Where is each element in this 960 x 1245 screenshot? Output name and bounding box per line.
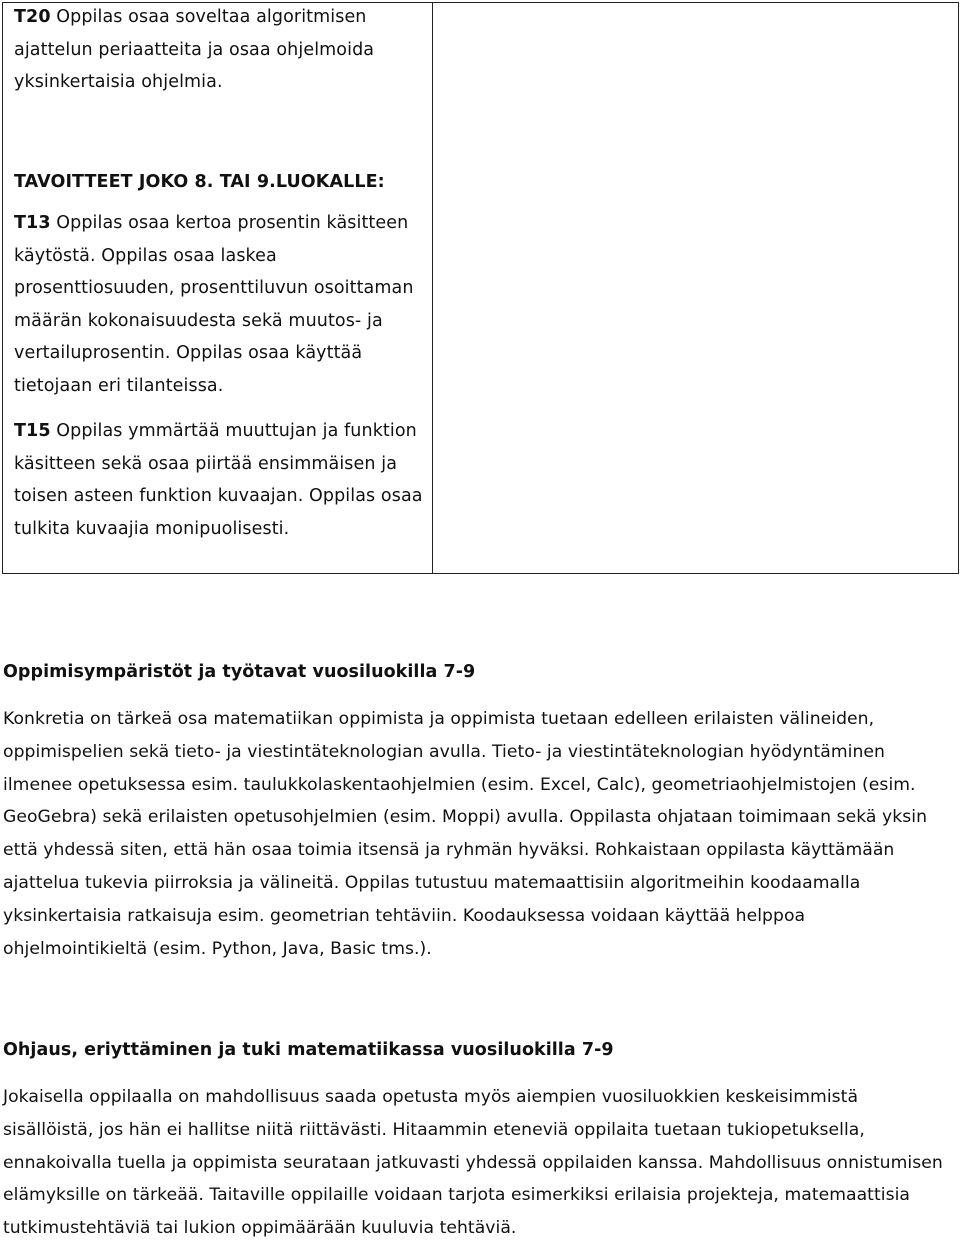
goal-t15 (14, 415, 426, 545)
goal-text: Oppilas ymmärtää muuttujan ja funktion käsitteen sekä osaa piirtää ensimmäisen ja toisen asteen funktion kuvaajan. Oppilas osaa tulkita kuvaajia monipuolisesti. (14, 421, 423, 539)
goals-table (2, 2, 959, 574)
section-guidance-support (3, 1034, 953, 1245)
goal-code: T15 (14, 421, 51, 441)
section-heading: Ohjaus, eriyttäminen ja tuki matematiikassa vuosiluokilla 7-9 (3, 1040, 614, 1060)
section-heading: Oppimisympäristöt ja työtavat vuosiluokilla 7-9 (3, 662, 476, 682)
goal-code: T13 (14, 213, 51, 233)
section-body: Konkretia on tärkeä osa matematiikan oppimista ja oppimista tuetaan edelleen erilaisten välineiden, oppimispelien sekä tieto- ja viestintäteknologian avulla. Tieto- ja viestintäteknologian hyödyntäminen ilmenee opetuksessa esim. taulukkolaskentaohjelmien (esim. Excel, Calc), geometriaohjelmistojen (esim. GeoGebra) sekä erilaisten opetusohjelmien (esim. Moppi) avulla. Oppilasta ohjataan toimimaan sekä yksin että yhdessä siten, että hän osaa toimia itsensä ja ryhmän hyväksi. Rohkaistaan oppilasta käyttämään ajattelua tukevia piirroksia ja välineitä. Oppilas tutustuu matemaattisiin algoritmeihin koodaamalla yksinkertaisia ratkaisuja esim. geometrian tehtäviin. Koodauksessa voidaan käyttää helppoa ohjelmointikieltä (esim. Python, Java, Basic tms.). (3, 709, 928, 959)
goal-text: Oppilas osaa kertoa prosentin käsitteen käytöstä. Oppilas osaa laskea prosenttiosuuden, prosenttiluvun osoittaman määrän kokonaisuudesta sekä muutos- ja vertailuprosentin. Oppilas osaa käyttää tietojaan eri tilanteissa. (14, 213, 414, 396)
section-body: Jokaisella oppilaalla on mahdollisuus saada opetusta myös aiempien vuosiluokkien keskeisimmistä sisällöistä, jos hän ei hallitse niitä riittävästi. Hitaammin eteneviä oppilaita tuetaan tukiopetuksella, ennakoivalla tuella ja oppimista seurataan jatkuvasti yhdessä oppilaiden kanssa. Mahdollisuus onnistumisen elämyksille on tärkeää. Taitaville oppilaille voidaan tarjota esimerkiksi erilaisia projekteja, matemaattisia tutkimustehtäviä tai lukion oppimäärään kuuluvia tehtäviä. (3, 1087, 943, 1239)
grade-heading: TAVOITTEET JOKO 8. TAI 9.LUOKALLE: (14, 171, 385, 192)
section-learning-environments (3, 656, 953, 965)
goal-t20 (14, 1, 426, 99)
goal-text: Oppilas osaa soveltaa algoritmisen ajattelun periaatteita ja osaa ohjelmoida yksinkertaisia ohjelmia. (14, 7, 375, 92)
goal-t13 (14, 207, 426, 402)
goal-code: T20 (14, 7, 51, 27)
goals-cell (3, 3, 433, 573)
empty-cell (433, 3, 958, 573)
